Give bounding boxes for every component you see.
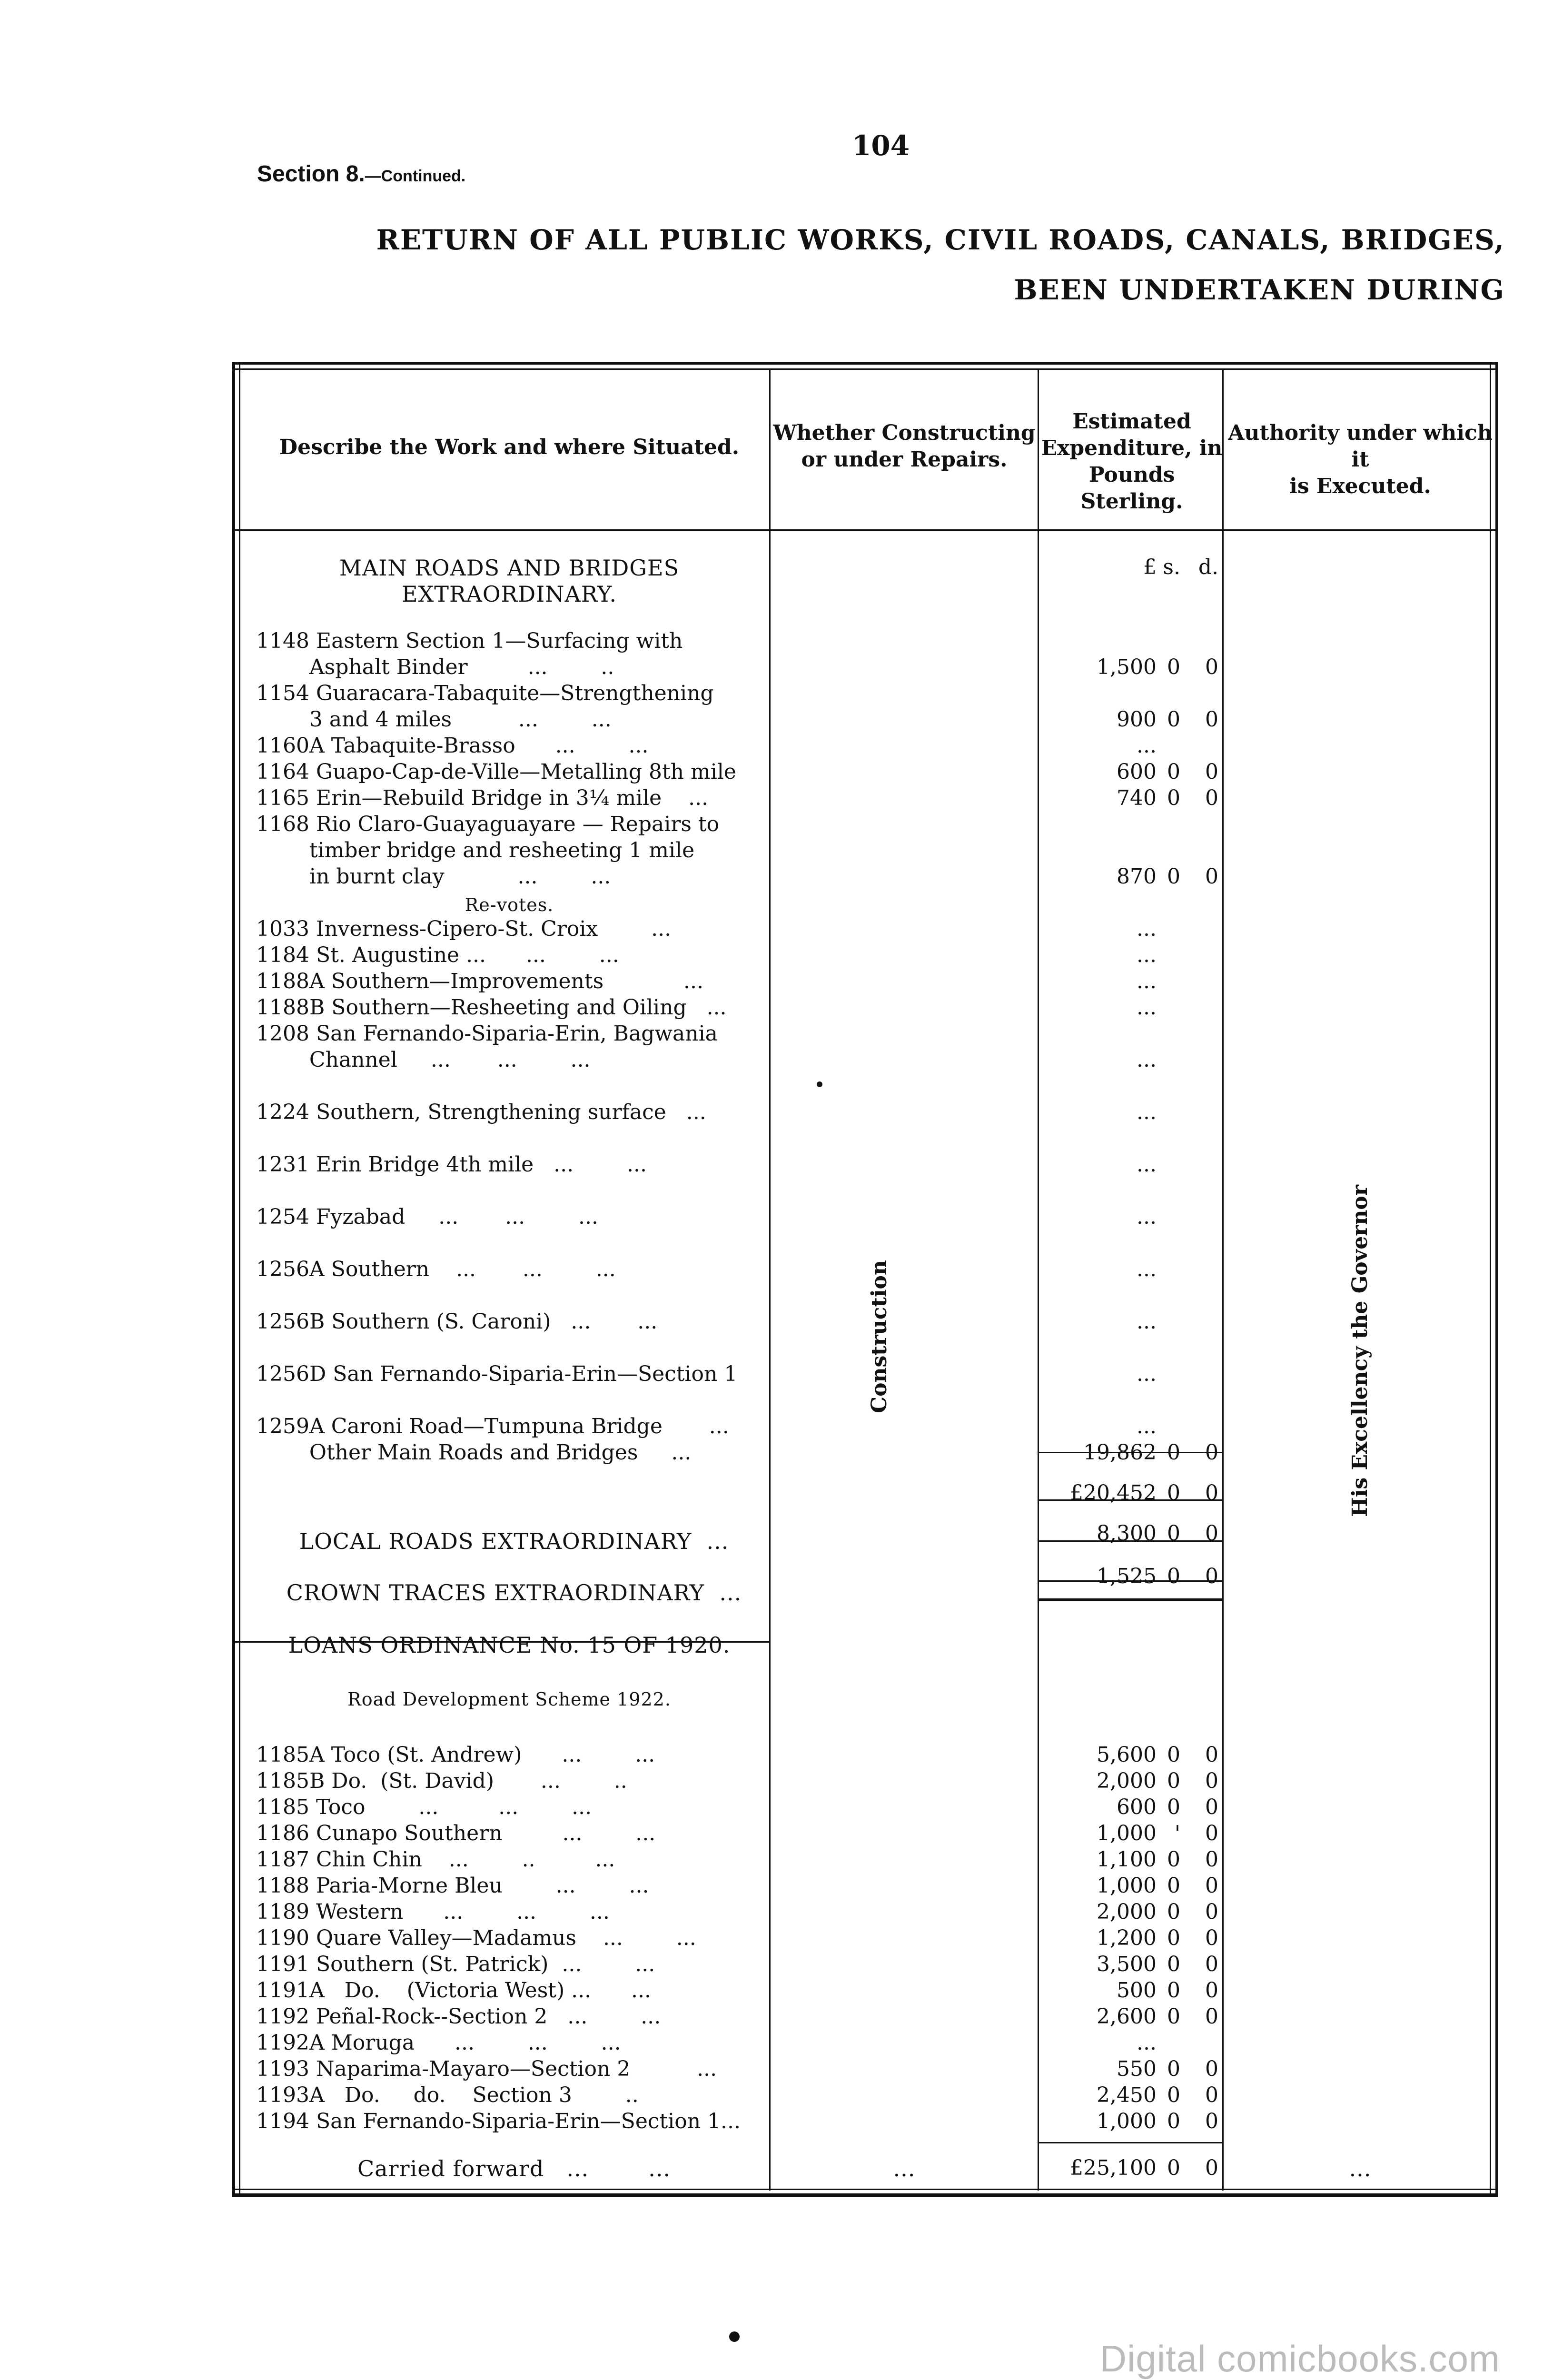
row-amount-pounds: 500 <box>1117 1978 1157 2003</box>
carried-forward-amount <box>1042 2155 1218 2181</box>
row-amount-pence: 0 <box>1205 1769 1218 1793</box>
table-row: timber bridge and resheeting 1 mile <box>256 838 695 863</box>
table-row: 1164 Guapo-Cap-de-Ville—Metalling 8th mile <box>256 760 736 784</box>
row-amount <box>1042 916 1218 942</box>
table-row: 1189 Western ... ... ... <box>256 1900 610 1924</box>
header-status-line2: or under Repairs. <box>801 447 1008 472</box>
header-authority-line1: Authority under which it <box>1228 421 1493 472</box>
row-amount-pounds: ... <box>1137 1362 1157 1386</box>
carried-forward-amount-pounds: £25,100 <box>1070 2156 1157 2180</box>
row-amount <box>1042 2056 1218 2082</box>
row-amount-shillings: 0 <box>1167 2083 1180 2107</box>
row-amount <box>1042 1742 1218 1768</box>
row-amount-pounds: 2,000 <box>1097 1900 1157 1924</box>
left-border <box>232 362 235 2197</box>
row-amount-pence: 0 <box>1205 2057 1218 2081</box>
row-amount <box>1042 1440 1218 1466</box>
row-amount-shillings: 0 <box>1167 1847 1180 1872</box>
row-amount-pounds: 550 <box>1117 2057 1157 2081</box>
row-amount-pounds: ... <box>1137 2031 1157 2055</box>
header-authority <box>1224 420 1496 500</box>
row-amount-pounds: ... <box>1137 969 1157 993</box>
table-row: 1185 Toco ... ... ... <box>256 1795 592 1819</box>
table-row: 1193A Do. do. Section 3 .. <box>256 2083 639 2107</box>
table-row: 1256B Southern (S. Caroni) ... ... <box>256 1309 658 1334</box>
row-amount-shillings: 0 <box>1167 1978 1180 2003</box>
row-amount <box>1042 1952 1218 1977</box>
main-total-amount-pounds: £20,452 <box>1070 1481 1157 1505</box>
table-row: 1192 Peñal-Rock--Section 2 ... ... <box>256 2004 661 2029</box>
table-row: 1160A Tabaquite-Brasso ... ... <box>256 734 649 758</box>
row-amount-pence: 0 <box>1205 1743 1218 1767</box>
watermark: Digital comicbooks.com <box>1099 2338 1500 2380</box>
row-amount-pence: 0 <box>1205 1978 1218 2003</box>
table-row: 1256A Southern ... ... ... <box>256 1257 616 1281</box>
row-amount-pence: 0 <box>1205 1440 1218 1465</box>
local-roads-amount-shillings: 0 <box>1167 1521 1180 1546</box>
currency-shillings: s. <box>1163 555 1180 579</box>
row-amount-shillings: 0 <box>1167 2004 1180 2029</box>
ink-dot <box>817 1081 822 1087</box>
row-amount-shillings: 0 <box>1167 1440 1180 1465</box>
row-amount <box>1042 2109 1218 2134</box>
row-amount-pence: 0 <box>1205 2109 1218 2133</box>
row-amount <box>1042 942 1218 968</box>
column-rule-2 <box>1038 369 1039 2191</box>
total-rule-5 <box>1038 1598 1222 1601</box>
row-amount-pounds: ... <box>1137 995 1157 1020</box>
table-row: Other Main Roads and Bridges ... <box>256 1440 692 1465</box>
row-amount-pence: 0 <box>1205 707 1218 732</box>
local-roads-label: LOCAL ROADS EXTRAORDINARY ... <box>299 1528 729 1554</box>
table-row: 3 and 4 miles ... ... <box>256 707 612 732</box>
header-authority-line2: is Executed. <box>1289 474 1431 498</box>
row-amount-pounds: 1,000 <box>1097 1821 1157 1845</box>
row-amount <box>1042 995 1218 1021</box>
table-row: 1185B Do. (St. David) ... .. <box>256 1769 627 1793</box>
carried-forward-amount-pence: 0 <box>1205 2156 1218 2180</box>
right-border-inner <box>1490 362 1491 2197</box>
top-border-inner <box>232 368 1498 370</box>
table-row: 1188A Southern—Improvements ... <box>256 969 703 993</box>
table-row: 1191 Southern (St. Patrick) ... ... <box>256 1952 655 1976</box>
table-row: 1190 Quare Valley—Madamus ... ... <box>256 1926 696 1950</box>
row-amount-pounds: 900 <box>1117 707 1157 732</box>
row-amount <box>1042 1873 1218 1899</box>
row-amount <box>1042 1152 1218 1178</box>
carried-forward-status: ... <box>893 2156 916 2182</box>
row-amount-pounds: ... <box>1137 917 1157 941</box>
row-amount <box>1042 1925 1218 1951</box>
row-amount-pence: 0 <box>1205 1847 1218 1872</box>
row-amount <box>1042 1100 1218 1125</box>
row-amount-shillings: 0 <box>1167 1900 1180 1924</box>
row-amount-shillings: 0 <box>1167 864 1180 889</box>
row-amount-pounds: ... <box>1137 1309 1157 1334</box>
row-amount-shillings: 0 <box>1167 1926 1180 1950</box>
header-expenditure <box>1039 408 1225 515</box>
row-amount-pounds: 2,450 <box>1097 2083 1157 2107</box>
loans-heading: LOANS ORDINANCE No. 15 OF 1920. <box>288 1632 731 1658</box>
row-amount-pounds: 1,100 <box>1097 1847 1157 1872</box>
table-row: 1148 Eastern Section 1—Surfacing with <box>256 629 683 653</box>
title-line-1: RETURN OF ALL PUBLIC WORKS, CIVIL ROADS, CANALS, BRIDGES, <box>376 224 1505 256</box>
row-amount-shillings: 0 <box>1167 786 1180 810</box>
row-amount <box>1042 1257 1218 1282</box>
row-amount <box>1042 1847 1218 1873</box>
row-amount-shillings: 0 <box>1167 1743 1180 1767</box>
currency-pounds: £ <box>1143 555 1157 579</box>
ink-dot <box>729 2331 740 2342</box>
table-row: 1224 Southern, Strengthening surface ... <box>256 1100 706 1124</box>
status-vertical: Construction <box>867 1260 891 1413</box>
row-amount-pence: 0 <box>1205 1795 1218 1819</box>
local-roads-amount-pounds: 8,300 <box>1097 1521 1157 1546</box>
left-border-inner <box>239 362 240 2197</box>
row-amount <box>1042 1047 1218 1073</box>
row-amount-pounds: ... <box>1137 943 1157 967</box>
header-rule <box>232 529 1498 531</box>
row-amount-shillings: 0 <box>1167 655 1180 679</box>
row-amount-pence: 0 <box>1205 864 1218 889</box>
row-amount <box>1042 1204 1218 1230</box>
table-row: 1184 St. Augustine ... ... ... <box>256 943 619 967</box>
row-amount-pence: 0 <box>1205 2004 1218 2029</box>
row-amount <box>1042 1309 1218 1335</box>
row-amount-pounds: 600 <box>1117 1795 1157 1819</box>
scheme-heading: Road Development Scheme 1922. <box>347 1689 671 1710</box>
row-amount <box>1042 1821 1218 1846</box>
right-border <box>1495 362 1498 2197</box>
main-total-amount-shillings: 0 <box>1167 1481 1180 1505</box>
row-amount-shillings: 0 <box>1167 760 1180 784</box>
row-amount-shillings: 0 <box>1167 2109 1180 2133</box>
row-amount <box>1042 654 1218 680</box>
carried-forward-label: Carried forward ... ... <box>357 2156 671 2182</box>
row-amount-pounds: ... <box>1137 1257 1157 1281</box>
column-rule-3 <box>1222 369 1224 2191</box>
row-amount-pence: 0 <box>1205 760 1218 784</box>
row-amount <box>1042 1899 1218 1925</box>
row-amount <box>1042 2030 1218 2056</box>
row-amount-pence: 0 <box>1205 2083 1218 2107</box>
header-expenditure-line1: Estimated <box>1072 409 1191 434</box>
authority-vertical: His Excellency the Governor <box>1348 1185 1372 1517</box>
currency-pence: d. <box>1198 555 1218 579</box>
carried-forward-amount-shillings: 0 <box>1167 2156 1180 2180</box>
row-amount <box>1042 969 1218 994</box>
row-amount-pounds: 5,600 <box>1097 1743 1157 1767</box>
table-row: 1033 Inverness-Cipero-St. Croix ... <box>256 917 672 941</box>
table-row: 1192A Moruga ... ... ... <box>256 2031 621 2055</box>
crown-traces-amount <box>1042 1564 1218 1589</box>
table-row: 1154 Guaracara-Tabaquite—Strengthening <box>256 681 714 705</box>
row-amount-pence: 0 <box>1205 1900 1218 1924</box>
carried-forward-authority: ... <box>1349 2156 1372 2182</box>
row-amount-shillings: 0 <box>1167 1769 1180 1793</box>
row-amount <box>1042 707 1218 733</box>
table-row: Channel ... ... ... <box>256 1048 591 1072</box>
row-amount-shillings: 0 <box>1167 707 1180 732</box>
row-amount <box>1042 759 1218 785</box>
page-number: 104 <box>852 129 910 162</box>
table-row: Asphalt Binder ... .. <box>256 655 614 679</box>
table-row: 1185A Toco (St. Andrew) ... ... <box>256 1743 655 1767</box>
header-work: Describe the Work and where Situated. <box>279 435 740 459</box>
crown-traces-label: CROWN TRACES EXTRAORDINARY ... <box>286 1580 742 1606</box>
table-row: 1256D San Fernando-Siparia-Erin—Section 1 <box>256 1362 738 1386</box>
row-amount-pence: 0 <box>1205 1926 1218 1950</box>
row-amount-shillings: ' <box>1174 1821 1180 1845</box>
table-row: 1259A Caroni Road—Tumpuna Bridge ... <box>256 1414 729 1438</box>
main-heading-line2: EXTRAORDINARY. <box>401 581 617 607</box>
row-amount <box>1042 1768 1218 1794</box>
row-amount-pounds: 1,200 <box>1097 1926 1157 1950</box>
table-row: in burnt clay ... ... <box>256 864 611 889</box>
row-amount-pounds: 1,500 <box>1097 655 1157 679</box>
header-status <box>771 420 1038 473</box>
crown-traces-amount-pence: 0 <box>1205 1564 1218 1588</box>
row-amount-pounds: 1,000 <box>1097 1874 1157 1898</box>
local-roads-amount-pence: 0 <box>1205 1521 1218 1546</box>
row-amount <box>1042 785 1218 811</box>
table-row: 1191A Do. (Victoria West) ... ... <box>256 1978 651 2003</box>
table-row: 1188 Paria-Morne Bleu ... ... <box>256 1874 649 1898</box>
table-row: 1188B Southern—Resheeting and Oiling ... <box>256 995 727 1020</box>
crown-traces-amount-shillings: 0 <box>1167 1564 1180 1588</box>
row-amount-shillings: 0 <box>1167 1795 1180 1819</box>
bottom-border <box>232 2193 1498 2197</box>
row-amount-pence: 0 <box>1205 655 1218 679</box>
row-amount-pounds: ... <box>1137 1100 1157 1124</box>
header-status-line1: Whether Constructing <box>773 421 1036 445</box>
main-total-amount <box>1042 1480 1218 1506</box>
table-row: 1186 Cunapo Southern ... ... <box>256 1821 656 1845</box>
row-amount-pounds: ... <box>1137 1205 1157 1229</box>
table-row: 1168 Rio Claro-Guayaguayare — Repairs to <box>256 812 720 836</box>
top-border <box>232 362 1498 365</box>
row-amount-pounds: 870 <box>1117 864 1157 889</box>
row-amount-pounds: ... <box>1137 1414 1157 1438</box>
row-amount <box>1042 1361 1218 1387</box>
row-amount <box>1042 1978 1218 2003</box>
main-total-amount-pence: 0 <box>1205 1481 1218 1505</box>
local-roads-amount <box>1042 1521 1218 1547</box>
row-amount-shillings: 0 <box>1167 2057 1180 2081</box>
row-amount-pence: 0 <box>1205 786 1218 810</box>
bottom-border-inner <box>232 2189 1498 2190</box>
row-amount-pounds: ... <box>1137 1152 1157 1177</box>
row-amount-pounds: 600 <box>1117 760 1157 784</box>
row-amount <box>1042 864 1218 890</box>
row-amount-pence: 0 <box>1205 1821 1218 1845</box>
section-label <box>257 161 465 187</box>
row-amount-pounds: 3,500 <box>1097 1952 1157 1976</box>
row-amount-pounds: 19,862 <box>1083 1440 1157 1465</box>
table-row: 1194 San Fernando-Siparia-Erin—Section 1... <box>256 2109 741 2133</box>
revotes-heading: Re-votes. <box>465 894 554 915</box>
row-amount <box>1042 733 1218 759</box>
crown-traces-amount-pounds: 1,525 <box>1097 1564 1157 1588</box>
table-row: 1193 Naparima-Mayaro—Section 2 ... <box>256 2057 717 2081</box>
row-amount-pounds: 1,000 <box>1097 2109 1157 2133</box>
row-amount <box>1042 2082 1218 2108</box>
row-amount-pounds: 740 <box>1117 786 1157 810</box>
row-amount <box>1042 1795 1218 1820</box>
section-suffix: —Continued. <box>365 167 466 185</box>
row-amount-pounds: ... <box>1137 1048 1157 1072</box>
row-amount-pounds: ... <box>1137 734 1157 758</box>
row-amount-pence: 0 <box>1205 1874 1218 1898</box>
row-amount <box>1042 1414 1218 1439</box>
section-name: Section 8. <box>257 161 365 187</box>
row-amount-pounds: 2,600 <box>1097 2004 1157 2029</box>
row-amount-shillings: 0 <box>1167 1874 1180 1898</box>
table-row: 1254 Fyzabad ... ... ... <box>256 1205 598 1229</box>
table-row: 1231 Erin Bridge 4th mile ... ... <box>256 1152 647 1177</box>
table-row: 1165 Erin—Rebuild Bridge in 3¼ mile ... <box>256 786 709 810</box>
row-amount-pence: 0 <box>1205 1952 1218 1976</box>
row-amount-shillings: 0 <box>1167 1952 1180 1976</box>
header-expenditure-line3: Pounds Sterling. <box>1080 463 1183 514</box>
table-row: 1187 Chin Chin ... .. ... <box>256 1847 615 1872</box>
main-heading-line1: MAIN ROADS AND BRIDGES <box>339 555 680 581</box>
title-line-2: BEEN UNDERTAKEN DURING <box>1014 274 1505 306</box>
header-expenditure-line2: Expenditure, in <box>1041 436 1223 460</box>
row-amount <box>1042 2004 1218 2030</box>
table-row: 1208 San Fernando-Siparia-Erin, Bagwania <box>256 1021 718 1046</box>
currency-header <box>1042 555 1218 580</box>
carried-rule <box>1038 2142 1222 2143</box>
row-amount-pounds: 2,000 <box>1097 1769 1157 1793</box>
